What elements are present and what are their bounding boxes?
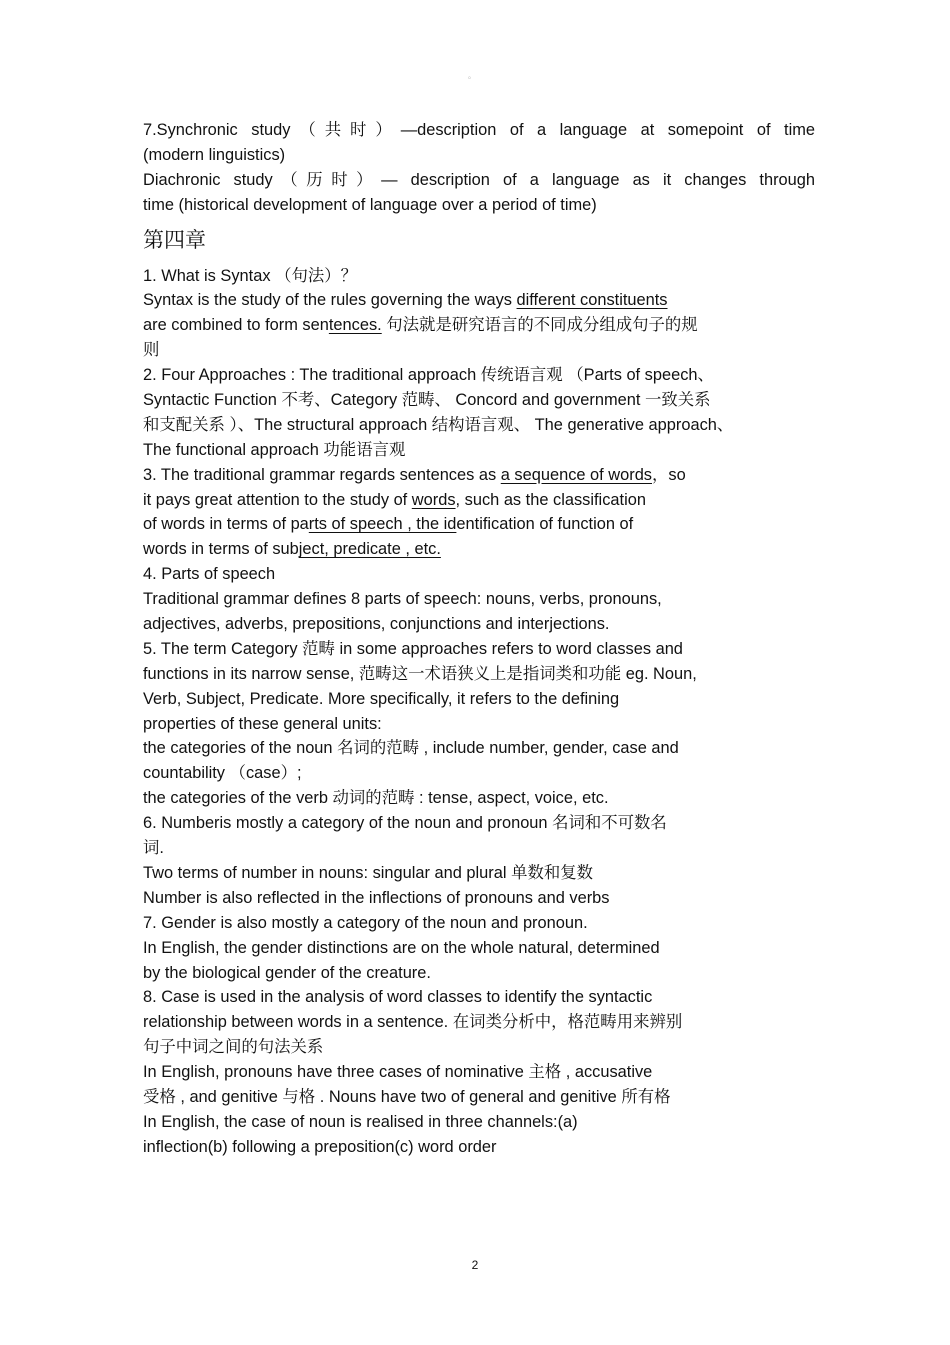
text-line: Verb, Subject, Predicate. More specifically, it refers to the defining xyxy=(143,689,620,708)
text-line: Syntactic Function 不考、Category 范畴、 Concord and government 一致关系 xyxy=(143,391,711,410)
underlined-text: rts of speech , the id xyxy=(308,515,457,534)
page-content xyxy=(143,118,815,1160)
text-line xyxy=(143,488,815,513)
underlined-text: words xyxy=(411,490,456,509)
text-line: Number is also reflected in the inflections of pronouns and verbs xyxy=(143,888,610,907)
text-line: properties of these general units: xyxy=(143,714,382,733)
text-line: countability （case）; xyxy=(143,764,302,783)
text-span: 句法就是研究语言的不同成分组成句子的规 xyxy=(381,316,698,335)
text-line: 和支配关系 ）、The structural approach 结构语言观、 The generative approach、 xyxy=(143,415,734,434)
header-mark: 。 xyxy=(468,71,476,80)
text-line: The functional approach 功能语言观 xyxy=(143,440,406,459)
text-span: , such as the classification xyxy=(455,490,646,509)
underlined-text: different constituents xyxy=(516,291,668,310)
text-line xyxy=(143,512,815,537)
text-span: ，so xyxy=(652,465,686,484)
page-number: 2 xyxy=(471,1258,479,1272)
underlined-text: a sequence of words xyxy=(500,465,653,484)
item-2-title: 2. Four Approaches : The traditional approach 传统语言观 （Parts of speech、 xyxy=(143,366,714,385)
item-4-title: 4. Parts of speech xyxy=(143,565,276,584)
text-line: 7.Synchronic study（共时）—description of a language at somepoint of time xyxy=(143,121,815,139)
text-line: Diachronic study（历时）— description of a language as it changes through xyxy=(143,170,815,189)
item-8-title: 8. Case is used in the analysis of word classes to identify the syntactic xyxy=(143,988,653,1007)
text-line: Two terms of number in nouns: singular and plural 单数和复数 xyxy=(143,863,594,882)
text-line: the categories of the verb 动词的范畴 : tense, aspect, voice, etc. xyxy=(143,789,609,808)
chapter-title: 第四章 xyxy=(143,227,206,252)
text-line: inflection(b) following a preposition(c) word order xyxy=(143,1137,497,1156)
underlined-text: tences. xyxy=(328,316,382,335)
text-span: are combined to form sen xyxy=(143,316,329,335)
text-span: words in terms of sub xyxy=(143,540,299,559)
item-5-title: 5. The term Category 范畴 in some approaches refers to word classes and xyxy=(143,639,683,658)
text-line: adjectives, adverbs, prepositions, conjunctions and interjections. xyxy=(143,615,610,634)
underlined-text: ject, predicate , etc. xyxy=(298,540,441,559)
item-3-title xyxy=(143,463,815,488)
text-line: (modern linguistics) xyxy=(143,145,286,164)
text-line: Traditional grammar defines 8 parts of speech: nouns, verbs, pronouns, xyxy=(143,590,662,609)
text-line: In English, the gender distinctions are on the whole natural, determined xyxy=(143,938,660,957)
text-span: of words in terms of pa xyxy=(143,515,309,534)
text-span: it pays great attention to the study of xyxy=(143,490,412,509)
text-line: the categories of the noun 名词的范畴 , include number, gender, case and xyxy=(143,739,679,758)
text-line: 则 xyxy=(143,341,160,360)
text-line xyxy=(143,288,815,313)
text-line: relationship between words in a sentence. 在词类分析中，格范畴用来辨别 xyxy=(143,1013,683,1032)
text-span: 3. The traditional grammar regards sentences as xyxy=(143,465,501,484)
text-line: In English, the case of noun is realised in three channels:(a) xyxy=(143,1112,578,1131)
text-line: 句子中词之间的句法关系 xyxy=(143,1038,324,1057)
item-1-title: 1. What is Syntax （句法）？ xyxy=(143,266,358,285)
text-line: 受格 , and genitive 与格 . Nouns have two of general and genitive 所有格 xyxy=(143,1087,671,1106)
text-line xyxy=(143,313,815,338)
text-span: entification of function of xyxy=(456,515,634,534)
item-7-title: 7. Gender is also mostly a category of the noun and pronoun. xyxy=(143,913,588,932)
item-6-title: 6. Numberis mostly a category of the noun and pronoun 名词和不可数名 xyxy=(143,814,667,833)
text-line xyxy=(143,537,815,562)
text-line: time (historical development of language over a period of time) xyxy=(143,195,597,214)
text-line: by the biological gender of the creature. xyxy=(143,963,431,982)
text-line: functions in its narrow sense, 范畴这一术语狭义上是指词类和功能 eg. Noun, xyxy=(143,664,697,683)
text-span: Syntax is the study of the rules governing the ways xyxy=(143,291,517,310)
text-line: In English, pronouns have three cases of nominative 主格 , accusative xyxy=(143,1063,653,1082)
text-line: 词. xyxy=(143,839,164,858)
